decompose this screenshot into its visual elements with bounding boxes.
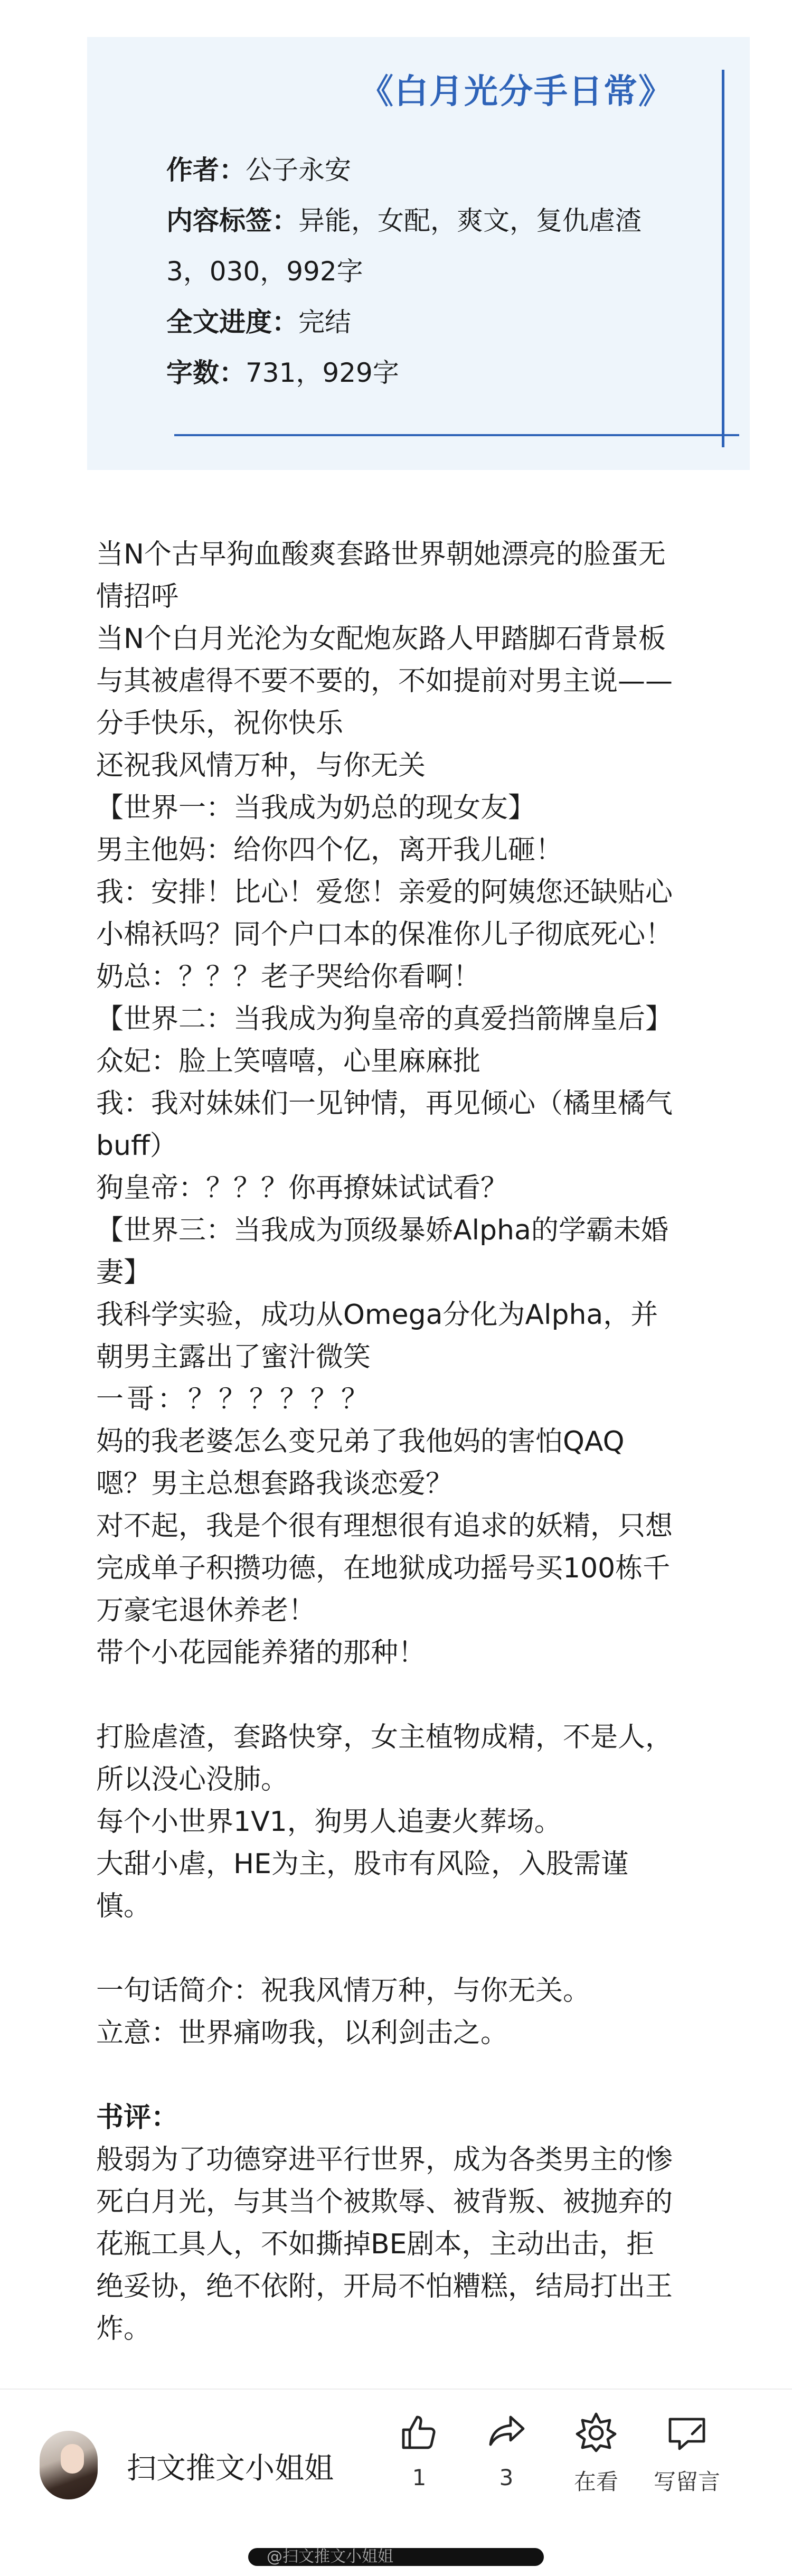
share-button[interactable] [469, 2411, 543, 2490]
paragraph-gap [96, 1674, 703, 1716]
body-line: 立意：世界痛吻我，以利剑击之。 [96, 2017, 508, 2049]
body-line: 我：我对妹妹们一见钟情，再见倾心（橘里橘气 [96, 1088, 673, 1120]
body-line: 与其被虐得不要不要的，不如提前对男主说—— [96, 665, 673, 697]
body-line: buff） [96, 1130, 177, 1162]
progress-value: 完结 [298, 307, 351, 337]
body-line: 众妃：脸上笑嘻嘻，心里麻麻批 [96, 1046, 481, 1077]
share-arrow-icon [485, 2411, 527, 2453]
body-line: 对不起，我是个很有理想很有追求的妖精，只想 [96, 1510, 673, 1542]
tags-value: 异能，女配，爽文，复仇虐渣 [298, 205, 642, 236]
body-line: 大甜小虐，HE为主，股市有风险，入股需谨 [96, 1848, 628, 1880]
body-line: 当N个白月光沦为女配炮灰路人甲踏脚石背景板 [96, 623, 666, 655]
body-line: 绝妥协，绝不依附，开局不怕糟糕，结局打出王 [96, 2271, 673, 2302]
view-icon [575, 2411, 617, 2453]
body-line: 花瓶工具人，不如撕掉BE剧本，主动出击，拒 [96, 2229, 654, 2260]
tags-continuation: 3，030，992字 [166, 256, 363, 287]
body-line: 朝男主露出了蜜汁微笑 [96, 1341, 371, 1373]
author-name[interactable]: 扫文推文小姐姐 [127, 2451, 334, 2486]
body-line: 万豪宅退休养老！ [96, 1595, 316, 1627]
author-label: 作者： [166, 155, 246, 185]
body-line: 我：安排！比心！爱您！亲爱的阿姨您还缺贴心 [96, 877, 673, 908]
body-line: 【世界三：当我成为顶级暴娇Alpha的学霸未婚 [96, 1215, 668, 1246]
paragraph-gap [96, 2054, 703, 2096]
body-line: 分手快乐，祝你快乐 [96, 708, 344, 739]
body-line: 【世界一：当我成为奶总的现女友】 [96, 792, 536, 824]
author-value: 公子永安 [246, 155, 351, 185]
thumbs-up-icon [398, 2411, 440, 2453]
avatar-face [61, 2444, 84, 2474]
progress-row [166, 301, 351, 339]
body-line: 当N个古早狗血酸爽套路世界朝她漂亮的脸蛋无 [96, 539, 666, 570]
like-count: 1 [412, 2465, 427, 2490]
watermark-text: @扫文推文小姐姐 [267, 2547, 393, 2566]
word-count-row [166, 352, 399, 390]
progress-label: 全文进度： [166, 307, 298, 337]
body-line: 妻】 [96, 1257, 152, 1289]
share-count: 3 [499, 2465, 514, 2490]
body-line: 般弱为了功德穿进平行世界，成为各类男主的惨 [96, 2144, 673, 2176]
word-count-value: 731，929字 [246, 358, 399, 388]
body-line: 小棉袄吗？同个户口本的保准你儿子彻底死心！ [96, 919, 673, 951]
body-line: 我科学实验，成功从Omega分化为Alpha，并 [96, 1299, 658, 1331]
body-line: 每个小世界1V1，狗男人追妻火葬场。 [96, 1806, 562, 1838]
body-line: 嗯？男主总想套路我谈恋爱？ [96, 1468, 454, 1500]
body-line: 妈的我老婆怎么变兄弟了我他妈的害怕QAQ [96, 1426, 625, 1458]
body-line: 带个小花园能养猪的那种！ [96, 1637, 426, 1669]
body-line: 所以没心没肺。 [96, 1764, 289, 1795]
body-line: 死白月光，与其当个被欺辱、被背叛、被抛弃的 [96, 2186, 673, 2218]
article-body [96, 533, 703, 2350]
comment-button[interactable] [650, 2411, 724, 2496]
body-line: 炸。 [96, 2313, 152, 2345]
body-line: 一句话简介：祝我风情万种，与你无关。 [96, 1975, 591, 2007]
body-line: 完成单子积攒功德，在地狱成功摇号买100栋千 [96, 1553, 671, 1584]
like-button[interactable] [382, 2411, 456, 2490]
card-vertical-rule [722, 70, 724, 447]
article-footer [0, 2390, 792, 2576]
tags-row [166, 200, 642, 238]
body-line: 男主他妈：给你四个亿，离开我儿砸！ [96, 834, 563, 866]
paragraph-gap [96, 1928, 703, 1970]
body-line: 狗皇帝：？？？你再撩妹试试看？ [96, 1172, 508, 1204]
view-button[interactable] [559, 2411, 633, 2496]
author-row [166, 149, 351, 187]
view-label: 在看 [573, 2469, 618, 2495]
card-horizontal-rule [174, 434, 739, 436]
body-line: 一哥：？？？？？？ [96, 1384, 372, 1415]
body-line: 情招呼 [96, 581, 179, 613]
book-info-card [87, 37, 750, 470]
book-title: 《白月光分手日常》 [360, 72, 673, 111]
author-avatar[interactable] [40, 2431, 98, 2499]
body-line: 奶总：？？？老子哭给你看啊！ [96, 961, 481, 993]
body-line: 书评： [96, 2102, 179, 2133]
tags-label: 内容标签： [166, 205, 298, 236]
body-line: 打脸虐渣，套路快穿，女主植物成精，不是人， [96, 1722, 673, 1753]
word-count-label: 字数： [166, 358, 246, 388]
comment-label: 写留言 [653, 2469, 720, 2495]
body-line: 【世界二：当我成为狗皇帝的真爱挡箭牌皇后】 [96, 1003, 673, 1035]
body-line: 还祝我风情万种，与你无关 [96, 750, 426, 782]
comment-icon [666, 2411, 708, 2453]
body-line: 慎。 [96, 1891, 152, 1922]
